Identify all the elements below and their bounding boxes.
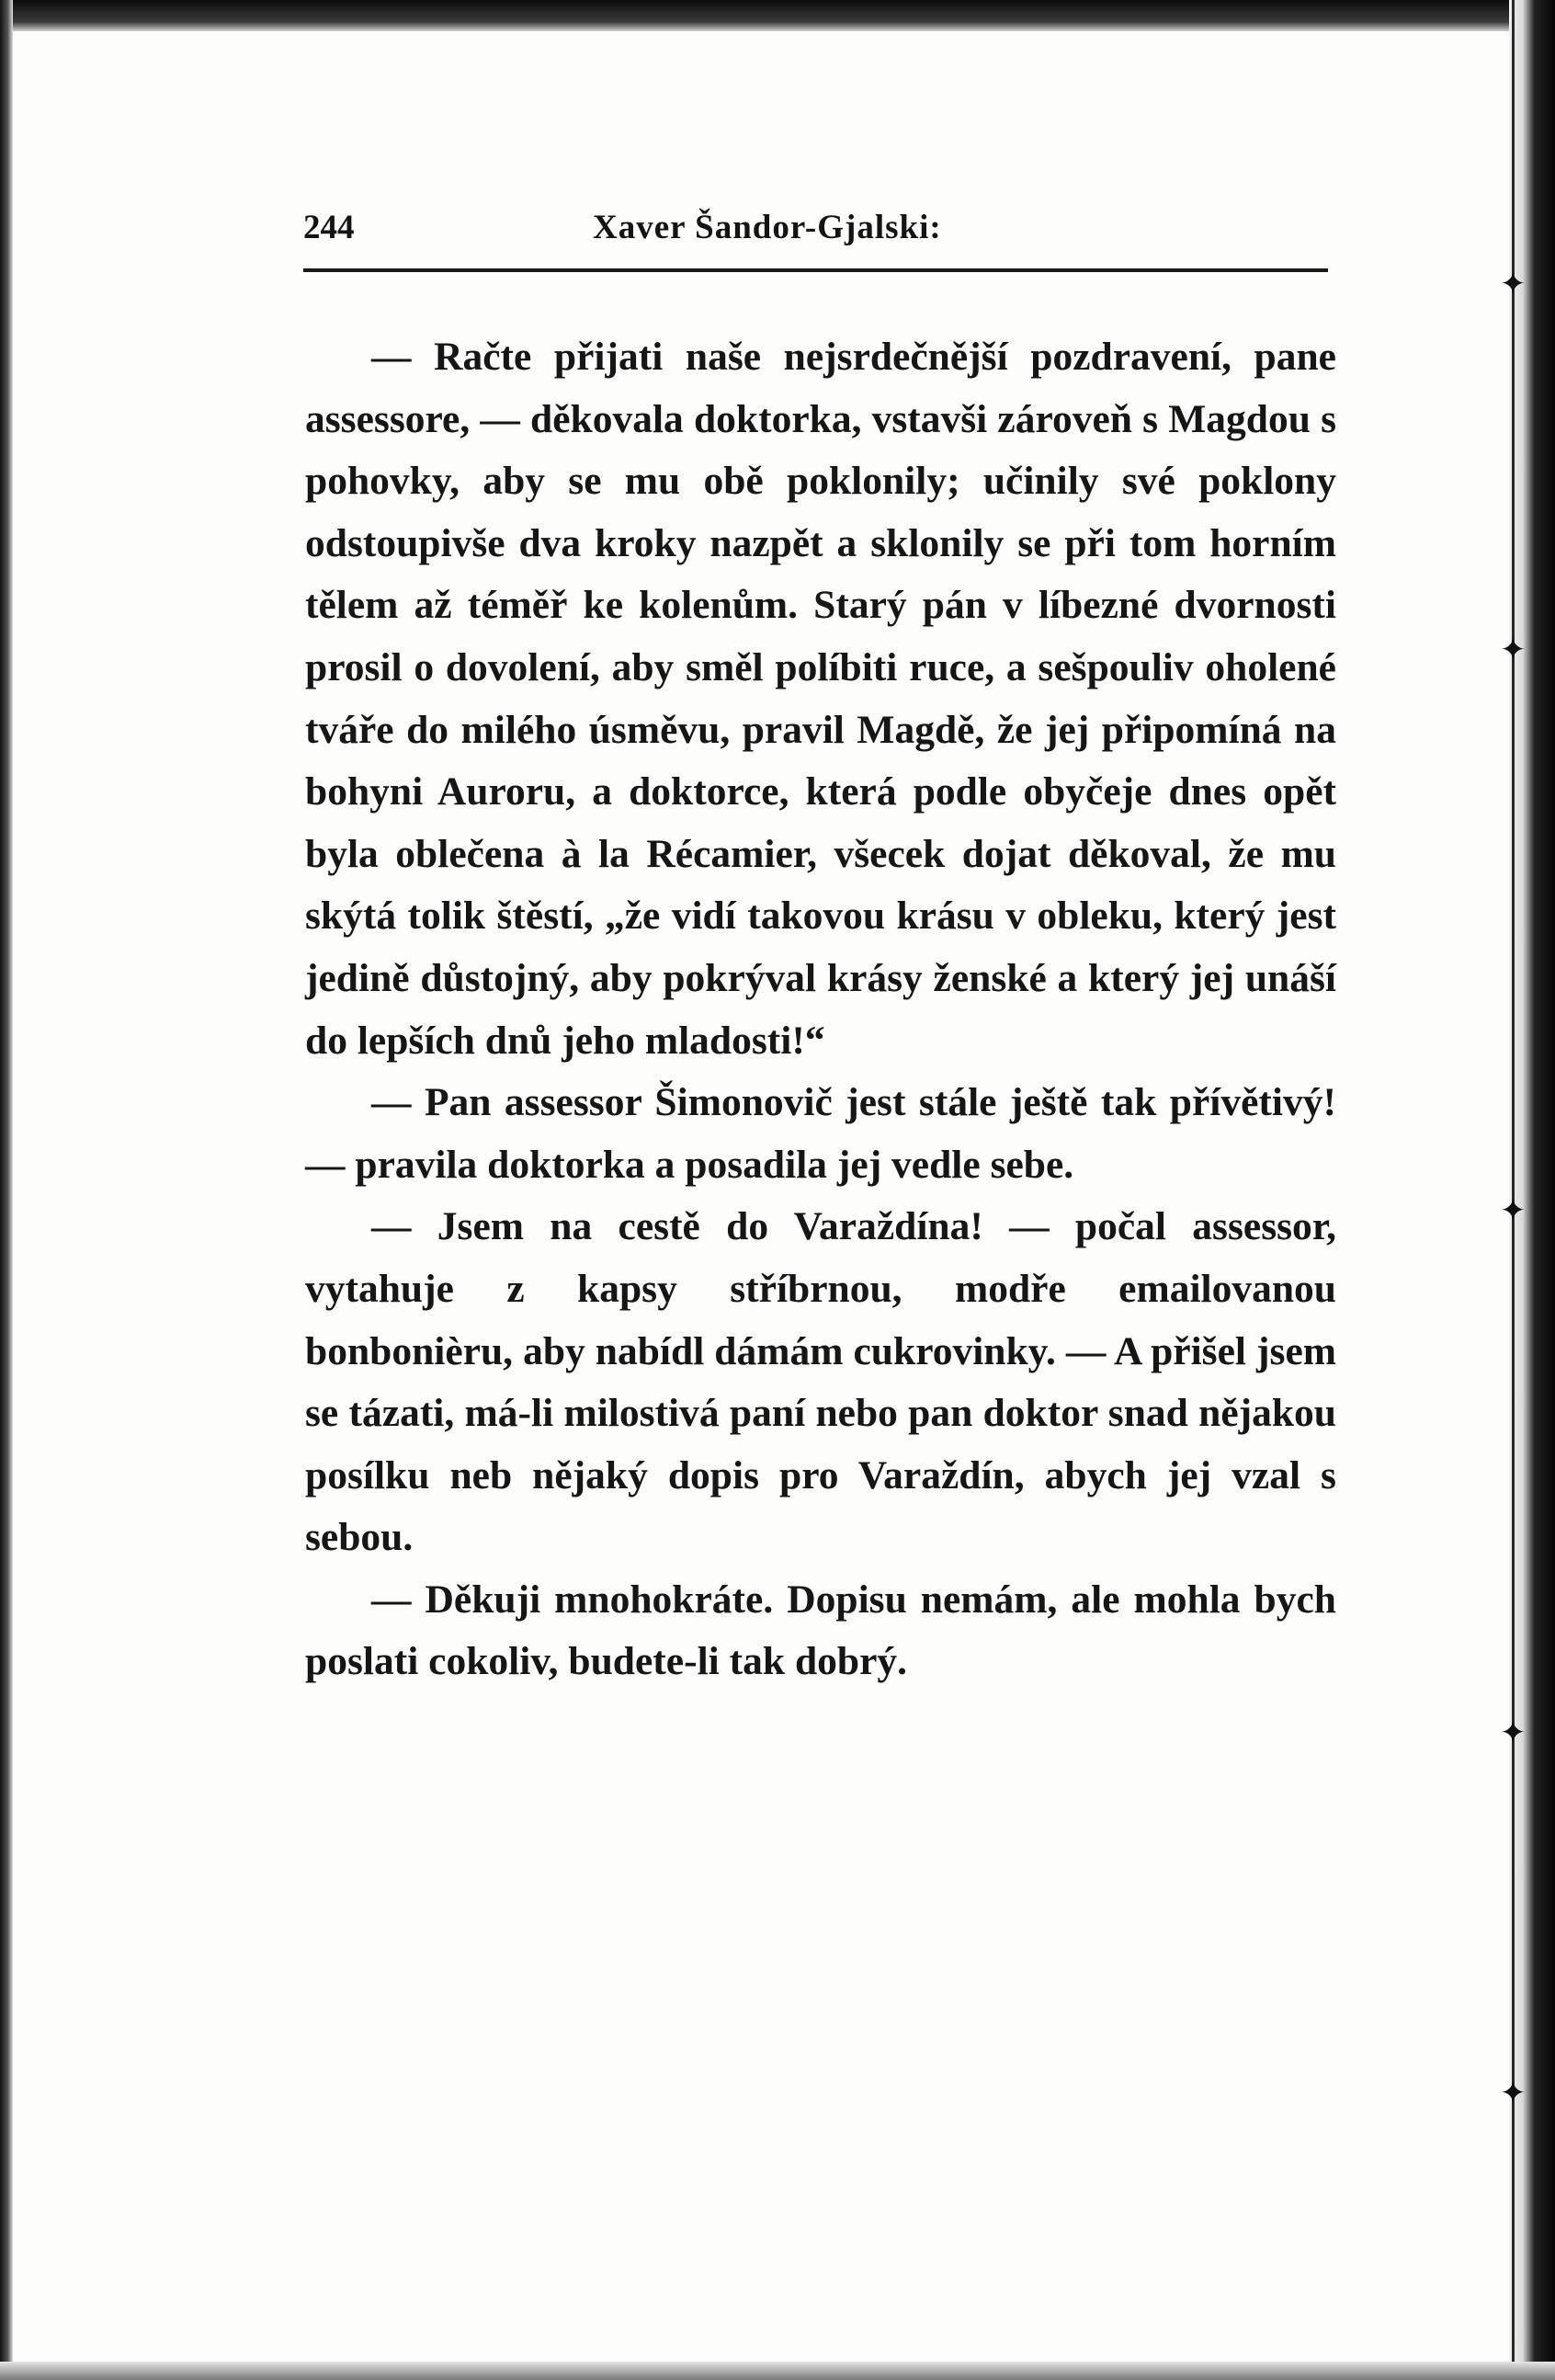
margin-mark-icon: ✦ bbox=[1500, 632, 1527, 668]
margin-mark-icon: ✦ bbox=[1500, 2075, 1527, 2112]
margin-mark-icon: ✦ bbox=[1500, 1714, 1527, 1751]
paragraph: — Pan assessor Šimonovič jest stále ještě tak přívětivý! — pravila doktorka a posadila jej vedle sebe. bbox=[305, 1080, 1336, 1187]
body-text bbox=[305, 326, 1336, 1693]
paragraph: — Děkuji mnohokráte. Dopisu nemám, ale mohla bych poslati cokoliv, budete-li tak dobrý. bbox=[305, 1577, 1336, 1684]
paragraph: — Račte přijati naše nejsrdečnější pozdravení, pane assessore, — děkovala doktorka, vstavši zároveň s Magdou s pohovky, aby se mu obě poklonily; učinily své poklony odstoupivše dva kroky nazpět a sklonily se při tom horním tělem až téměř ke kolenům. Starý pán v líbezné dvornosti prosil o dovolení, aby směl políbiti ruce, a sešpouliv oholené tváře do milého úsměvu, pravil Magdě, že jej připomíná na bohyni Auroru, a doktorce, která podle obyčeje dnes opět byla oblečena à la Récamier, všecek dojat děkoval, že mu skýtá tolik štěstí, „že vidí takovou krásu v obleku, který jest jedině důstojný, aby pokrýval krásy ženské a který jej unáší do lepších dnů jeho mladosti!“ bbox=[305, 335, 1336, 1063]
scan-edge-right bbox=[1509, 0, 1555, 2380]
scan-edge-bottom bbox=[0, 2362, 1555, 2380]
margin-mark-icon: ✦ bbox=[1500, 1192, 1527, 1229]
scan-edge-right-line bbox=[1512, 0, 1515, 2380]
running-head: Xaver Šandor-Gjalski: bbox=[593, 209, 942, 246]
scan-edge-left bbox=[0, 0, 13, 2380]
page-header bbox=[303, 195, 1333, 259]
paragraph: — Jsem na cestě do Varaždína! — počal assessor, vytahuje z kapsy stříbrnou, modře emailovanou bonbonièru, aby nabídl dámám cukrovinky. — A přišel jsem se tázati, má-li milostivá paní nebo pan doktor snad nějakou posílku neb nějaký dopis pro Varaždín, abych jej vzal s sebou. bbox=[305, 1204, 1336, 1560]
scan-edge-top bbox=[0, 0, 1555, 31]
header-rule bbox=[303, 268, 1328, 272]
margin-mark-icon: ✦ bbox=[1500, 266, 1527, 302]
page-number: 244 bbox=[303, 209, 355, 246]
